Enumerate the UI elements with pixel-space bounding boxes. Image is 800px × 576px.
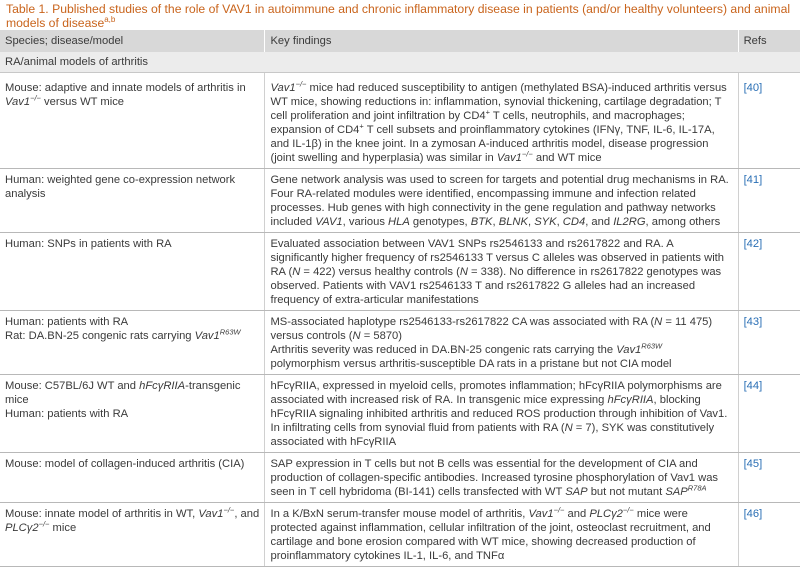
table-row xyxy=(0,375,800,453)
ref-link[interactable]: [41] xyxy=(743,174,763,186)
ref-cell xyxy=(738,503,800,567)
ref-cell xyxy=(738,453,800,503)
species-cell: Mouse: innate model of arthritis in WT, Vav1−/−, and PLCγ2−/− mice xyxy=(0,503,265,567)
table-caption: Table 1. Published studies of the role of VAV1 in autoimmune and chronic inflammatory disease in patients (and/or healthy volunteers) and animal models of disease$^{a,b}$ xyxy=(6,2,791,30)
findings-cell: Vav1−/− mice had reduced susceptibility to antigen (methylated BSA)-induced arthritis versus WT mice, showing reductions in: inflammation, synovial thickening, cartilage degradation; T cell proliferation and joint infiltration by CD4+ T cells, neutrophils, and macrophages; expansion of CD4+ T cell subsets and proinflammatory cytokines (IFNγ, TNF, IL-6, IL-17A, and IL-1β) in the knee joint. In a zymosan A-induced arthritis model, disease progression (joint swelling and hyperplasia) was similar in Vav1−/− and WT mice xyxy=(265,73,738,169)
header-species: Species; disease/model xyxy=(0,30,265,52)
studies-table xyxy=(0,30,800,567)
ref-link[interactable]: [46] xyxy=(743,508,763,520)
table-row xyxy=(0,73,800,169)
ref-link[interactable]: [44] xyxy=(743,380,763,392)
table-row xyxy=(0,453,800,503)
ref-cell xyxy=(738,73,800,169)
findings-cell: MS-associated haplotype rs2546133-rs2617822 CA was associated with RA (N = 11 475) versus controls (N = 5870) Arthritis severity was reduced in DA.BN-25 congenic rats carrying the $Vav1^{R63W}$ polymorphism versus arthritis-susceptible DA rats in a pristane but not CIA model xyxy=(265,311,738,375)
ref-link[interactable]: [45] xyxy=(743,458,763,470)
species-cell: Mouse: model of collagen-induced arthritis (CIA) xyxy=(0,453,265,503)
findings-cell: hFcγRIIA, expressed in myeloid cells, promotes inflammation; hFcγRIIA polymorphisms are associated with increased risk of RA. In transgenic mice expressing hFcγRIIA, blocking hFcγRIIA signaling inhibited arthritis and reduced ROS production through inhibition of Vav1. In infiltrating cells from synovial fluid from patients with RA (N = 7), SYK was constitutively associated with hFcγRIIA xyxy=(265,375,738,453)
table-row xyxy=(0,311,800,375)
ref-cell xyxy=(738,233,800,311)
species-cell: Mouse: C57BL/6J WT and hFcγRIIA-transgenic mice Human: patients with RA xyxy=(0,375,265,453)
species-cell: Human: patients with RA Rat: DA.BN-25 congenic rats carrying $Vav1^{R63W}$ xyxy=(0,311,265,375)
table-row xyxy=(0,169,800,233)
header-refs: Refs xyxy=(738,30,800,52)
table-row xyxy=(0,503,800,567)
table-header-row xyxy=(0,30,800,52)
section-row xyxy=(0,52,800,73)
species-cell: Mouse: adaptive and innate models of arthritis in Vav1−/− versus WT mice xyxy=(0,73,265,169)
header-findings: Key findings xyxy=(265,30,738,52)
findings-cell: Evaluated association between VAV1 SNPs rs2546133 and rs2617822 and RA. A significantly higher frequency of rs2546133 T versus C alleles was observed in patients with RA (N = 422) versus healthy controls (N = 338). No difference in rs2617822 genotypes was observed. Patients with VAV1 rs2546133 T and rs2617822 G alleles had an increased frequency of extra-articular manifestations xyxy=(265,233,738,311)
section-title: RA/animal models of arthritis xyxy=(0,52,800,73)
ref-cell xyxy=(738,169,800,233)
ref-cell xyxy=(738,375,800,453)
ref-link[interactable]: [43] xyxy=(743,316,763,328)
table-row xyxy=(0,233,800,311)
species-cell: Human: weighted gene co-expression network analysis xyxy=(0,169,265,233)
findings-cell: In a K/BxN serum-transfer mouse model of arthritis, Vav1−/− and PLCγ2−/− mice were protected against inflammation, cellular infiltration of the joint, osteoclast recruitment, and cartilage and bone erosion compared with WT mice, showing decreased production of proinflammatory cytokines IL-1, IL-6, and TNFα xyxy=(265,503,738,567)
findings-cell: SAP expression in T cells but not B cells was essential for the development of CIA and production of collagen-specific antibodies. Increased tyrosine phosphorylation of Vav1 was seen in T cell hybridoma (BI-141) cells transfected with WT SAP but not mutant $SAP^{R78A}$ xyxy=(265,453,738,503)
ref-link[interactable]: [40] xyxy=(743,82,763,94)
ref-cell xyxy=(738,311,800,375)
findings-cell: Gene network analysis was used to screen for targets and potential drug mechanisms in RA. Four RA-related modules were identified, encompassing immune and infection related processes. Hub genes with high connectivity in the gene regulation and pathway networks included VAV1, various HLA genotypes, BTK, BLNK, SYK, CD4, and IL2RG, among others xyxy=(265,169,738,233)
ref-link[interactable]: [42] xyxy=(743,238,763,250)
species-cell: Human: SNPs in patients with RA xyxy=(0,233,265,311)
